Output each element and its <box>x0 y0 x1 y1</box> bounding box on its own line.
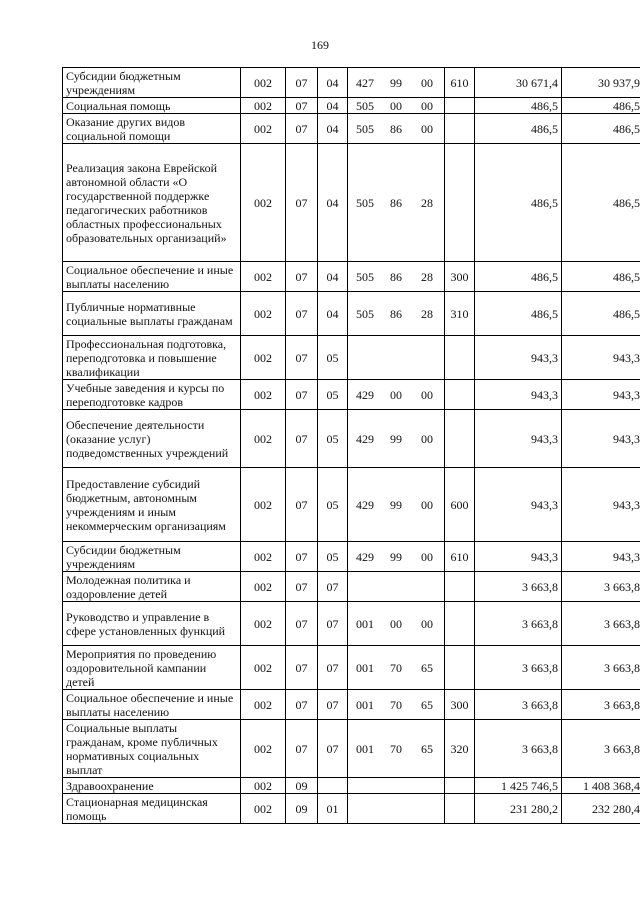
budget-table-body <box>63 68 640 824</box>
target-article-part: 429 <box>356 497 374 512</box>
amount-year2-cell: 943,3 <box>562 336 640 380</box>
target-article-part: 00 <box>421 121 433 136</box>
ved-cell: 002 <box>241 68 286 98</box>
table-row <box>63 778 640 794</box>
amount-year2-cell: 30 937,9 <box>562 68 640 98</box>
page-number: 169 <box>311 38 329 52</box>
row-name-cell: Учебные заведения и курсы по переподготовке кадров <box>63 380 241 410</box>
ved-cell: 002 <box>241 144 286 262</box>
target-article-parts <box>351 498 441 512</box>
target-article-cell <box>348 602 445 646</box>
amount-year2-cell: 232 280,4 <box>562 794 640 824</box>
target-article-parts <box>351 661 441 675</box>
razdel-cell: 07 <box>286 98 318 114</box>
amount-year1-cell: 943,3 <box>475 468 562 542</box>
ved-cell: 002 <box>241 292 286 336</box>
amount-year1-cell: 486,5 <box>475 262 562 292</box>
table-row <box>63 794 640 824</box>
target-article-part: 86 <box>390 306 402 321</box>
razdel-cell: 07 <box>286 572 318 602</box>
razdel-cell: 07 <box>286 468 318 542</box>
row-name-cell: Социальное обеспечение и иные выплаты населению <box>63 690 241 720</box>
amount-year1-cell: 486,5 <box>475 114 562 144</box>
expense-type-cell <box>445 336 475 380</box>
expense-type-cell <box>445 410 475 468</box>
target-article-part: 505 <box>356 98 374 113</box>
target-article-part: 86 <box>390 195 402 210</box>
target-article-part: 00 <box>421 75 433 90</box>
razdel-cell: 07 <box>286 410 318 468</box>
amount-year2-cell: 943,3 <box>562 468 640 542</box>
budget-table <box>62 67 640 824</box>
podrazdel-cell: 04 <box>318 98 348 114</box>
amount-year2-cell: 3 663,8 <box>562 720 640 778</box>
podrazdel-cell: 05 <box>318 336 348 380</box>
podrazdel-cell: 04 <box>318 144 348 262</box>
podrazdel-cell: 05 <box>318 410 348 468</box>
amount-year2-cell: 486,5 <box>562 262 640 292</box>
amount-year1-cell: 486,5 <box>475 98 562 114</box>
row-name-cell: Стационарная медицинская помощь <box>63 794 241 824</box>
target-article-parts <box>351 76 441 90</box>
razdel-cell: 07 <box>286 114 318 144</box>
target-article-cell <box>348 380 445 410</box>
target-article-part: 99 <box>390 431 402 446</box>
amount-year1-cell: 3 663,8 <box>475 602 562 646</box>
expense-type-cell <box>445 144 475 262</box>
table-row <box>63 602 640 646</box>
amount-year2-cell: 486,5 <box>562 292 640 336</box>
table-row <box>63 144 640 262</box>
target-article-parts <box>351 550 441 564</box>
expense-type-cell <box>445 602 475 646</box>
target-article-part: 65 <box>421 660 433 675</box>
podrazdel-cell: 04 <box>318 114 348 144</box>
target-article-cell <box>348 646 445 690</box>
amount-year1-cell: 3 663,8 <box>475 646 562 690</box>
amount-year2-cell: 3 663,8 <box>562 572 640 602</box>
target-article-part: 28 <box>421 269 433 284</box>
target-article-part: 00 <box>421 497 433 512</box>
target-article-cell <box>348 262 445 292</box>
row-name-cell: Обеспечение деятельности (оказание услуг) подведомственных учреждений <box>63 410 241 468</box>
target-article-cell <box>348 114 445 144</box>
razdel-cell: 07 <box>286 262 318 292</box>
target-article-part: 99 <box>390 497 402 512</box>
target-article-part: 427 <box>356 75 374 90</box>
ved-cell: 002 <box>241 468 286 542</box>
target-article-cell <box>348 794 445 824</box>
expense-type-cell: 610 <box>445 68 475 98</box>
target-article-parts <box>351 617 441 631</box>
podrazdel-cell: 05 <box>318 542 348 572</box>
target-article-part: 70 <box>390 697 402 712</box>
target-article-part: 001 <box>356 660 374 675</box>
target-article-part: 65 <box>421 697 433 712</box>
row-name-cell: Оказание других видов социальной помощи <box>63 114 241 144</box>
target-article-cell <box>348 468 445 542</box>
ved-cell: 002 <box>241 98 286 114</box>
razdel-cell: 07 <box>286 144 318 262</box>
target-article-part: 28 <box>421 306 433 321</box>
razdel-cell: 09 <box>286 778 318 794</box>
table-row <box>63 98 640 114</box>
amount-year1-cell: 231 280,2 <box>475 794 562 824</box>
amount-year2-cell: 1 408 368,4 <box>562 778 640 794</box>
target-article-part: 505 <box>356 269 374 284</box>
table-row <box>63 336 640 380</box>
expense-type-cell <box>445 114 475 144</box>
ved-cell: 002 <box>241 542 286 572</box>
ved-cell: 002 <box>241 336 286 380</box>
table-row <box>63 690 640 720</box>
table-row <box>63 720 640 778</box>
target-article-part: 429 <box>356 431 374 446</box>
expense-type-cell: 600 <box>445 468 475 542</box>
target-article-part: 86 <box>390 269 402 284</box>
target-article-part: 99 <box>390 549 402 564</box>
razdel-cell: 07 <box>286 720 318 778</box>
table-row <box>63 410 640 468</box>
target-article-cell <box>348 720 445 778</box>
row-name-cell: Социальная помощь <box>63 98 241 114</box>
target-article-cell <box>348 68 445 98</box>
target-article-parts <box>351 307 441 321</box>
amount-year1-cell: 486,5 <box>475 144 562 262</box>
amount-year2-cell: 943,3 <box>562 410 640 468</box>
amount-year2-cell: 943,3 <box>562 542 640 572</box>
amount-year2-cell: 486,5 <box>562 98 640 114</box>
table-row <box>63 262 640 292</box>
row-name-cell: Публичные нормативные социальные выплаты гражданам <box>63 292 241 336</box>
row-name-cell: Реализация закона Еврейской автономной области «О государственной поддержке педагогических работников областных профессиональных образовательных организаций» <box>63 144 241 262</box>
podrazdel-cell: 05 <box>318 468 348 542</box>
ved-cell: 002 <box>241 690 286 720</box>
amount-year1-cell: 943,3 <box>475 380 562 410</box>
amount-year2-cell: 3 663,8 <box>562 602 640 646</box>
target-article-part: 001 <box>356 616 374 631</box>
expense-type-cell <box>445 98 475 114</box>
ved-cell: 002 <box>241 720 286 778</box>
razdel-cell: 07 <box>286 646 318 690</box>
target-article-parts <box>351 742 441 756</box>
row-name-cell: Субсидии бюджетным учреждениям <box>63 68 241 98</box>
amount-year2-cell: 486,5 <box>562 144 640 262</box>
target-article-parts <box>351 99 441 113</box>
row-name-cell: Руководство и управление в сфере установленных функций <box>63 602 241 646</box>
target-article-part: 00 <box>421 98 433 113</box>
amount-year1-cell: 30 671,4 <box>475 68 562 98</box>
amount-year1-cell: 3 663,8 <box>475 572 562 602</box>
table-row <box>63 572 640 602</box>
ved-cell: 002 <box>241 262 286 292</box>
razdel-cell: 07 <box>286 336 318 380</box>
ved-cell: 002 <box>241 410 286 468</box>
podrazdel-cell <box>318 778 348 794</box>
target-article-part: 70 <box>390 660 402 675</box>
razdel-cell: 07 <box>286 68 318 98</box>
podrazdel-cell: 04 <box>318 292 348 336</box>
table-row <box>63 292 640 336</box>
ved-cell: 002 <box>241 602 286 646</box>
target-article-part: 505 <box>356 121 374 136</box>
target-article-part: 001 <box>356 741 374 756</box>
table-row <box>63 468 640 542</box>
podrazdel-cell: 01 <box>318 794 348 824</box>
razdel-cell: 07 <box>286 690 318 720</box>
target-article-cell <box>348 292 445 336</box>
ved-cell: 002 <box>241 114 286 144</box>
amount-year2-cell: 943,3 <box>562 380 640 410</box>
ved-cell: 002 <box>241 380 286 410</box>
razdel-cell: 07 <box>286 542 318 572</box>
row-name-cell: Мероприятия по проведению оздоровительной кампании детей <box>63 646 241 690</box>
expense-type-cell: 310 <box>445 292 475 336</box>
razdel-cell: 07 <box>286 380 318 410</box>
ved-cell: 002 <box>241 778 286 794</box>
target-article-cell <box>348 410 445 468</box>
razdel-cell: 07 <box>286 292 318 336</box>
podrazdel-cell: 04 <box>318 262 348 292</box>
row-name-cell: Социальное обеспечение и иные выплаты населению <box>63 262 241 292</box>
amount-year1-cell: 943,3 <box>475 336 562 380</box>
target-article-cell <box>348 690 445 720</box>
ved-cell: 002 <box>241 572 286 602</box>
amount-year1-cell: 486,5 <box>475 292 562 336</box>
target-article-part: 86 <box>390 121 402 136</box>
row-name-cell: Социальные выплаты гражданам, кроме публичных нормативных социальных выплат <box>63 720 241 778</box>
target-article-part: 505 <box>356 195 374 210</box>
podrazdel-cell: 07 <box>318 690 348 720</box>
podrazdel-cell: 04 <box>318 68 348 98</box>
target-article-parts <box>351 388 441 402</box>
amount-year2-cell: 3 663,8 <box>562 690 640 720</box>
target-article-part: 429 <box>356 549 374 564</box>
target-article-part: 505 <box>356 306 374 321</box>
table-row <box>63 114 640 144</box>
target-article-part: 00 <box>421 549 433 564</box>
podrazdel-cell: 07 <box>318 572 348 602</box>
table-row <box>63 542 640 572</box>
amount-year2-cell: 3 663,8 <box>562 646 640 690</box>
amount-year1-cell: 3 663,8 <box>475 690 562 720</box>
expense-type-cell: 300 <box>445 262 475 292</box>
podrazdel-cell: 05 <box>318 380 348 410</box>
target-article-part: 00 <box>421 387 433 402</box>
target-article-part: 70 <box>390 741 402 756</box>
row-name-cell: Молодежная политика и оздоровление детей <box>63 572 241 602</box>
target-article-parts <box>351 196 441 210</box>
amount-year1-cell: 3 663,8 <box>475 720 562 778</box>
expense-type-cell: 300 <box>445 690 475 720</box>
row-name-cell: Предоставление субсидий бюджетным, автономным учреждениям и иным некоммерческим организациям <box>63 468 241 542</box>
expense-type-cell <box>445 646 475 690</box>
row-name-cell: Профессиональная подготовка, переподготовка и повышение квалификации <box>63 336 241 380</box>
expense-type-cell: 320 <box>445 720 475 778</box>
razdel-cell: 07 <box>286 602 318 646</box>
podrazdel-cell: 07 <box>318 720 348 778</box>
target-article-part: 00 <box>390 616 402 631</box>
amount-year1-cell: 943,3 <box>475 542 562 572</box>
target-article-cell <box>348 778 445 794</box>
expense-type-cell: 610 <box>445 542 475 572</box>
target-article-part: 00 <box>421 616 433 631</box>
target-article-cell <box>348 98 445 114</box>
target-article-part: 65 <box>421 741 433 756</box>
podrazdel-cell: 07 <box>318 602 348 646</box>
podrazdel-cell: 07 <box>318 646 348 690</box>
ved-cell: 002 <box>241 794 286 824</box>
target-article-part: 00 <box>390 387 402 402</box>
target-article-parts <box>351 432 441 446</box>
target-article-cell <box>348 542 445 572</box>
expense-type-cell <box>445 778 475 794</box>
table-row <box>63 68 640 98</box>
amount-year2-cell: 486,5 <box>562 114 640 144</box>
amount-year1-cell: 943,3 <box>475 410 562 468</box>
expense-type-cell <box>445 794 475 824</box>
target-article-part: 28 <box>421 195 433 210</box>
target-article-cell <box>348 336 445 380</box>
row-name-cell: Субсидии бюджетным учреждениям <box>63 542 241 572</box>
expense-type-cell <box>445 380 475 410</box>
target-article-part: 00 <box>390 98 402 113</box>
ved-cell: 002 <box>241 646 286 690</box>
target-article-part: 001 <box>356 697 374 712</box>
target-article-parts <box>351 122 441 136</box>
target-article-cell <box>348 144 445 262</box>
target-article-parts <box>351 698 441 712</box>
expense-type-cell <box>445 572 475 602</box>
table-row <box>63 380 640 410</box>
target-article-parts <box>351 270 441 284</box>
target-article-part: 00 <box>421 431 433 446</box>
amount-year1-cell: 1 425 746,5 <box>475 778 562 794</box>
target-article-part: 429 <box>356 387 374 402</box>
razdel-cell: 09 <box>286 794 318 824</box>
target-article-cell <box>348 572 445 602</box>
target-article-part: 99 <box>390 75 402 90</box>
table-row <box>63 646 640 690</box>
row-name-cell: Здравоохранение <box>63 778 241 794</box>
